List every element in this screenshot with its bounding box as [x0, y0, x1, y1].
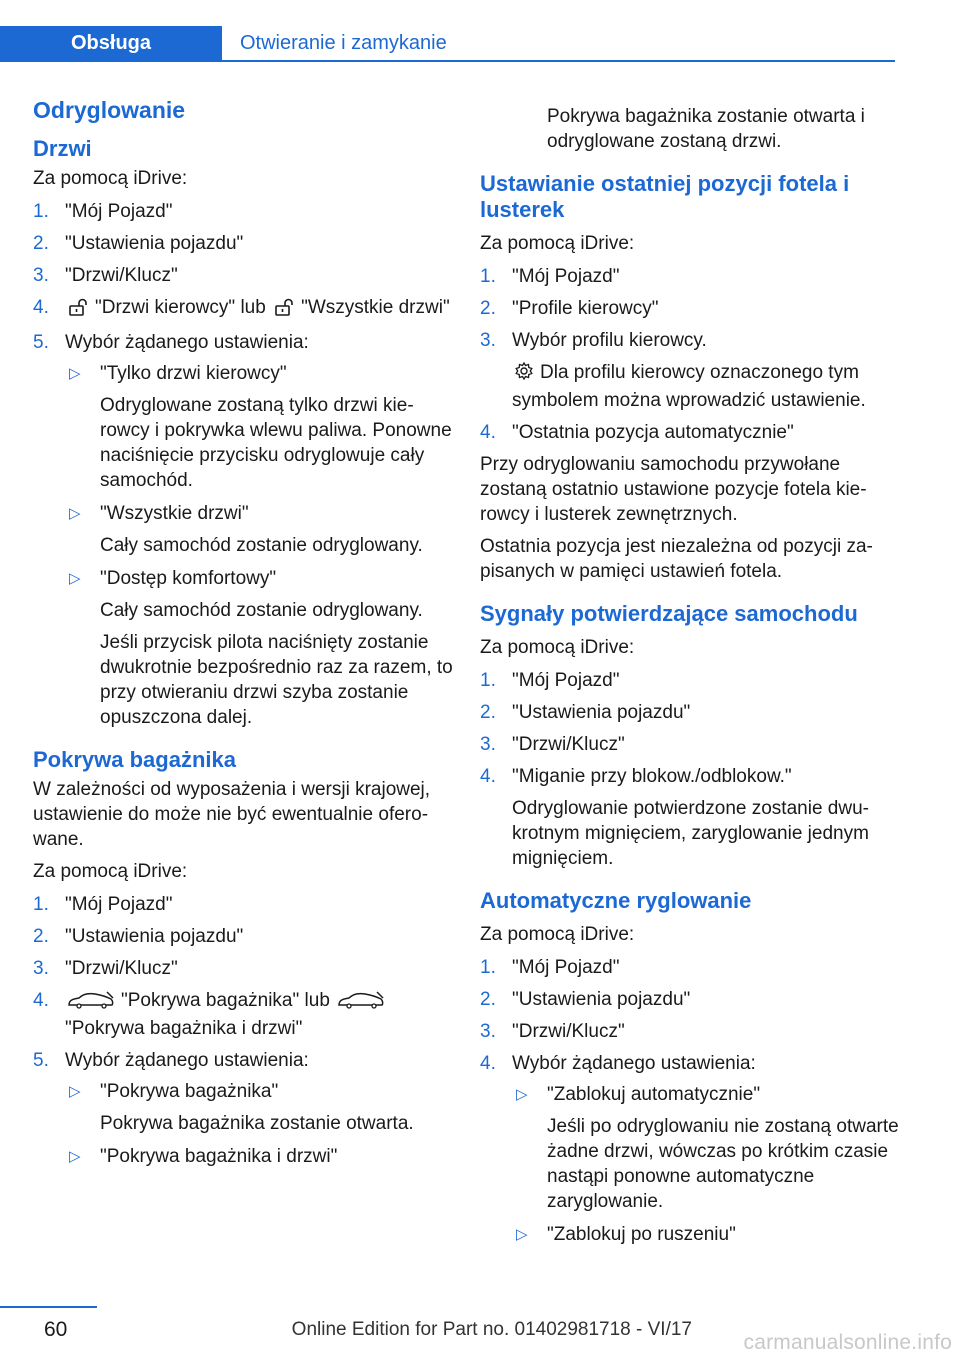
option-desc: Odryglowane zostaną tylko drzwi kierowcy i pokrywka wlewu paliwa. Ponowne naciśnięcie przycisku odryglowuje cały samochód. [100, 395, 452, 491]
option-item [512, 1082, 900, 1214]
list-item [33, 231, 453, 256]
step-number: 4. [480, 766, 496, 787]
step-number: 3. [480, 1021, 496, 1042]
step-number: 1. [480, 670, 496, 691]
list-item [480, 987, 900, 1012]
step-text: "Drzwi kierowcy" lub [95, 297, 266, 318]
subsection-title-seat: Ustawianie ostatniej pozycji fotela i lusterek [480, 171, 850, 222]
option-desc: Pokrywa bagażnika zostanie otwarta. [100, 1113, 414, 1134]
triangle-bullet-icon: ▷ [516, 1086, 528, 1103]
option-label: "Tylko drzwi kierowcy" [100, 363, 287, 384]
list-item [33, 988, 453, 1041]
lock-open-icon [273, 298, 295, 323]
option-item [512, 1222, 900, 1247]
list-item [480, 1051, 900, 1247]
list-item [480, 296, 900, 321]
list-item [33, 924, 453, 949]
subsection-title-signals: Sygnały potwierdzające samochodu [480, 601, 858, 626]
step-text: Wybór żądanego ustawienia: [65, 1050, 309, 1071]
left-column [33, 96, 453, 1177]
step-number: 1. [480, 266, 496, 287]
list-item [480, 732, 900, 757]
intro-text: Za pomocą iDrive: [480, 637, 635, 658]
step-text: "Wszystkie drzwi" [301, 297, 450, 318]
triangle-bullet-icon: ▷ [69, 570, 81, 587]
list-item [33, 295, 453, 323]
options-list [65, 1079, 453, 1169]
list-item [480, 764, 900, 871]
option-label: "Pokrywa bagażnika i drzwi" [100, 1146, 338, 1167]
step-text: Wybór żądanego ustawienia: [65, 332, 309, 353]
tab-otwieranie[interactable]: Otwieranie i zamykanie [240, 32, 447, 54]
intro-text: Za pomocą iDrive: [480, 924, 635, 945]
option-item [65, 566, 453, 730]
page-number: 60 [44, 1318, 68, 1341]
footer-divider [0, 1306, 97, 1308]
page-header [0, 26, 895, 62]
step-number: 5. [33, 1050, 49, 1071]
list-item [480, 955, 900, 980]
car-trunk-icon [67, 991, 115, 1016]
list-item [480, 668, 900, 693]
step-number: 3. [480, 734, 496, 755]
step-text: "Mój Pojazd" [512, 670, 620, 691]
step-number: 1. [33, 894, 49, 915]
intro-text: Za pomocą iDrive: [480, 233, 635, 254]
step-text: "Mój Pojazd" [512, 266, 620, 287]
option-label: "Wszystkie drzwi" [100, 503, 249, 524]
watermark: carmanualsonline.info [743, 1331, 952, 1354]
step-text: "Miganie przy blokow./odblokow." [512, 766, 792, 787]
step-number: 3. [33, 265, 49, 286]
list-item [33, 330, 453, 730]
step-text: "Ostatnia pozycja automatycznie" [512, 422, 794, 443]
triangle-bullet-icon: ▷ [516, 1226, 528, 1243]
triangle-bullet-icon: ▷ [69, 505, 81, 522]
step-number: 4. [33, 990, 49, 1011]
intro-text: Za pomocą iDrive: [33, 168, 188, 189]
step-text: "Mój Pojazd" [65, 201, 173, 222]
step-number: 3. [480, 330, 496, 351]
gear-icon [514, 361, 534, 388]
step-text: "Mój Pojazd" [65, 894, 173, 915]
step-number: 2. [33, 926, 49, 947]
list-item [480, 328, 900, 413]
lock-open-icon [67, 298, 89, 323]
paragraph: W zależności od wyposażenia i wersji krajowej, ustawienie do może nie być ewentualnie oferowane. [33, 779, 431, 850]
step-text: "Mój Pojazd" [512, 957, 620, 978]
header-divider [0, 60, 895, 62]
step-text: Wybór profilu kierowcy. [512, 330, 707, 351]
option-item [65, 361, 453, 493]
option-desc-continued: Pokrywa bagażnika zostanie otwarta i odryglowane zostaną drzwi. [547, 106, 865, 152]
list-item [33, 263, 453, 288]
option-label: "Zablokuj automatycznie" [547, 1084, 761, 1105]
right-column [480, 104, 900, 1255]
step-number: 2. [480, 702, 496, 723]
note-text: Dla profilu kierowcy oznaczonego tym symbolem można wprowadzić ustawienie. [512, 362, 866, 411]
autolock-steps [480, 955, 900, 1247]
list-item [480, 700, 900, 725]
step-text: "Ustawienia pojazdu" [512, 989, 691, 1010]
step-text: "Ustawienia pojazdu" [512, 702, 691, 723]
tab-obsluga[interactable]: Obsługa [0, 26, 222, 60]
option-item [65, 1079, 453, 1136]
options-list [65, 361, 453, 730]
list-item [33, 892, 453, 917]
step-number: 4. [480, 422, 496, 443]
triangle-bullet-icon: ▷ [69, 1083, 81, 1100]
option-item [65, 501, 453, 558]
doors-steps [33, 199, 453, 730]
option-label: "Zablokuj po ruszeniu" [547, 1224, 736, 1245]
options-list [512, 1082, 900, 1247]
step-text: "Drzwi/Klucz" [512, 734, 625, 755]
signals-steps [480, 668, 900, 871]
paragraph: Przy odryglowaniu samochodu przywołane zostaną ostatnio ustawione pozycje fotela kierowcy i lusterek zewnętrznych. [480, 454, 867, 525]
trunk-steps [33, 892, 453, 1169]
step-number: 5. [33, 332, 49, 353]
option-desc: Cały samochód zostanie odryglowany. [100, 600, 423, 621]
subsection-title-trunk: Pokrywa bagażnika [33, 747, 236, 772]
list-item [480, 264, 900, 289]
seat-steps [480, 264, 900, 445]
triangle-bullet-icon: ▷ [69, 365, 81, 382]
step-number: 1. [33, 201, 49, 222]
step-number: 2. [480, 298, 496, 319]
step-number: 1. [480, 957, 496, 978]
step-text: "Pokrywa bagażnika" lub [121, 990, 330, 1011]
option-item [65, 1144, 453, 1169]
option-label: "Dostęp komfortowy" [100, 568, 277, 589]
subsection-title-autolock: Automatyczne ryglowanie [480, 888, 752, 913]
step-text: "Ustawienia pojazdu" [65, 233, 244, 254]
option-label: "Pokrywa bagażnika" [100, 1081, 279, 1102]
option-desc: Jeśli po odryglowaniu nie zostaną otwarte żadne drzwi, wówczas po krótkim czasie nastąpi ponowne automatyczne zaryglowanie. [547, 1116, 899, 1212]
step-number: 2. [33, 233, 49, 254]
step-text: Wybór żądanego ustawienia: [512, 1053, 756, 1074]
list-item [33, 199, 453, 224]
step-number: 3. [33, 958, 49, 979]
list-item [33, 1048, 453, 1169]
list-item [480, 1019, 900, 1044]
step-text: "Pokrywa bagażnika i drzwi" [65, 1018, 303, 1039]
intro-text: Za pomocą iDrive: [33, 861, 188, 882]
step-note [512, 360, 900, 413]
edition-text: Online Edition for Part no. 01402981718 - VI/17 [291, 1319, 692, 1340]
car-trunk-icon [337, 991, 385, 1016]
list-item [480, 420, 900, 445]
step-text: "Drzwi/Klucz" [65, 958, 178, 979]
step-number: 2. [480, 989, 496, 1010]
step-text: "Profile kierowcy" [512, 298, 659, 319]
step-text: "Ustawienia pojazdu" [65, 926, 244, 947]
step-text: "Drzwi/Klucz" [65, 265, 178, 286]
step-note: Odryglowanie potwierdzone zostanie dwukrotnym mignięciem, zaryglowanie jednym mignięciem. [512, 798, 869, 869]
subsection-title-doors: Drzwi [33, 136, 92, 161]
option-desc: Cały samochód zostanie odryglowany. [100, 535, 423, 556]
list-item [33, 956, 453, 981]
option-desc: Jeśli przycisk pilota naciśnięty zostanie dwukrotnie bezpośrednio raz za razem, to przy otwieraniu drzwi szyba zostanie opuszczona dalej. [100, 632, 453, 728]
section-heading: Odryglowanie [33, 97, 186, 123]
triangle-bullet-icon: ▷ [69, 1148, 81, 1165]
step-number: 4. [33, 297, 49, 318]
paragraph: Ostatnia pozycja jest niezależna od pozycji zapisanych w pamięci ustawień fotela. [480, 536, 873, 582]
step-number: 4. [480, 1053, 496, 1074]
step-text: "Drzwi/Klucz" [512, 1021, 625, 1042]
